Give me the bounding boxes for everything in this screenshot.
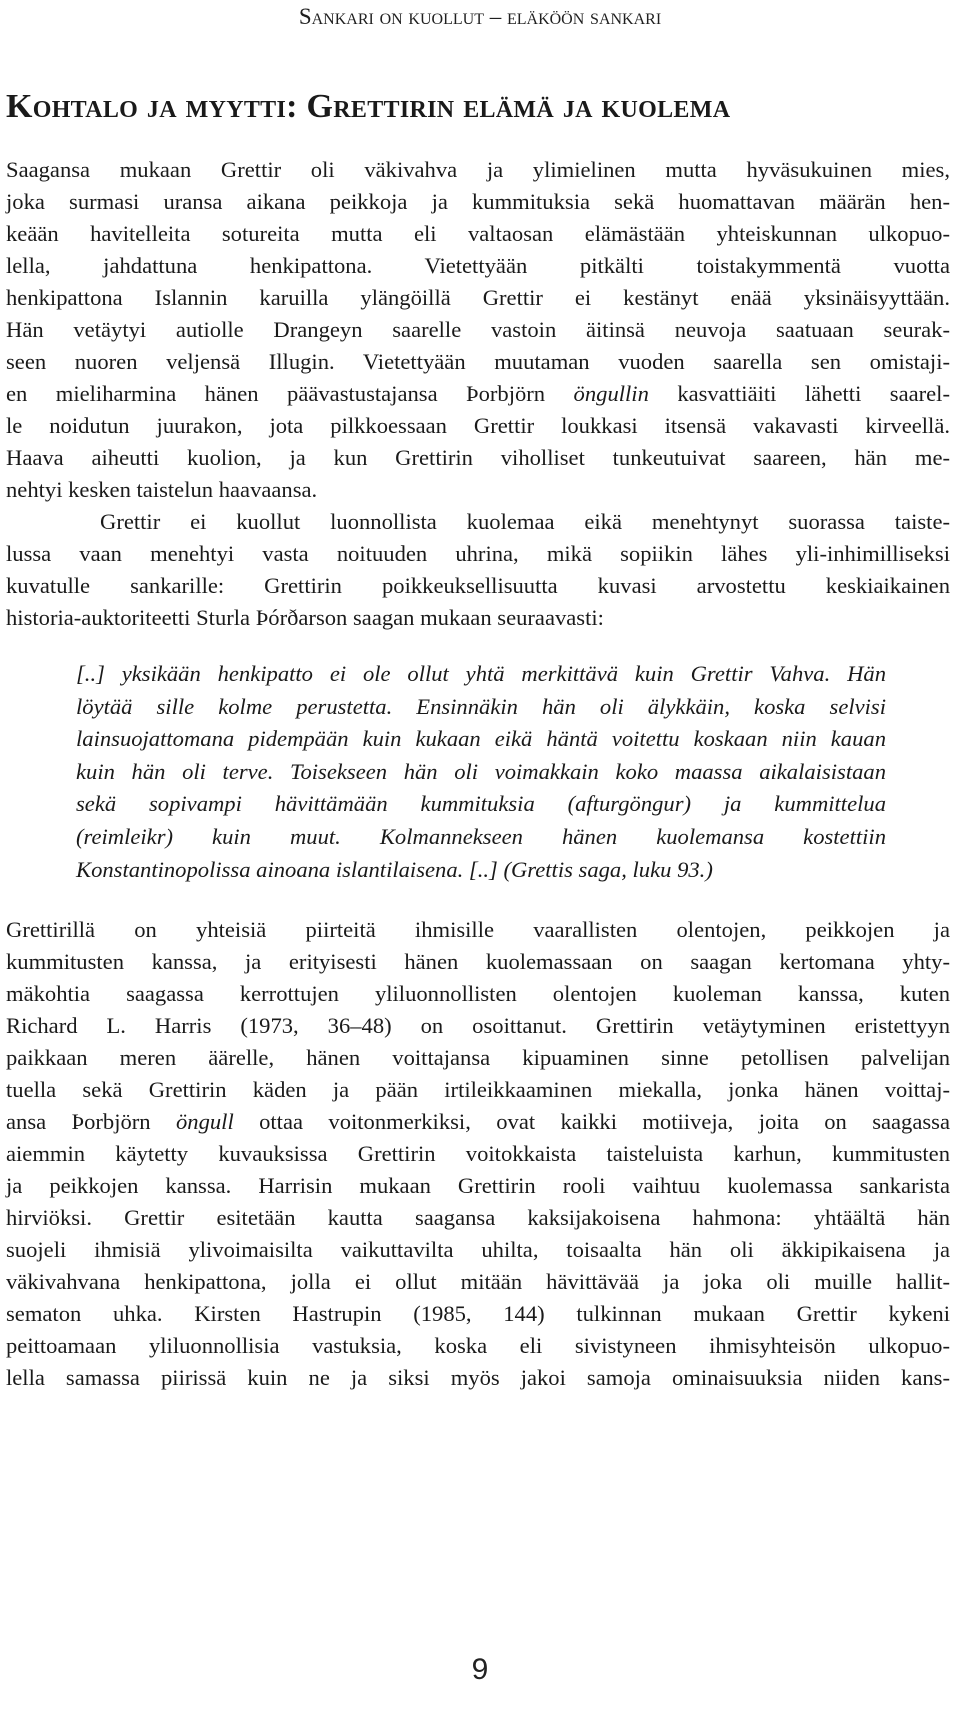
text-line: keään havitelleita sotureita mutta eli valtaosan elämästään yhteiskunnan ulkopuo- — [6, 221, 950, 246]
text-line: kuvatulle sankarille: Grettirin poikkeuksellisuutta kuvasi arvostettu keskiaikainen — [6, 573, 950, 598]
paragraph-2 — [6, 506, 950, 634]
text-line: Haava aiheutti kuolion, ja kun Grettirin viholliset tunkeutuivat saareen, hän me- — [6, 445, 950, 470]
text-line: Saagansa mukaan Grettir oli väkivahva ja ylimielinen mutta hyväsukuinen mies, — [6, 157, 950, 182]
text-line: peittoamaan yliluonnollisia vastuksia, koska eli sivistyneen ihmisyhteisön ulkopuo- — [6, 1333, 950, 1358]
text-line: tuella sekä Grettirin käden ja pään irtileikkaaminen miekalla, jonka hänen voittaj- — [6, 1077, 950, 1102]
quote-line: lainsuojattomana pidempään kuin kukaan eikä häntä voitettu koskaan niin kauan — [76, 726, 886, 752]
block-quote — [76, 658, 886, 886]
text-line: henkipattona Islannin karuilla ylängöillä Grettir ei kestänyt enää yksinäisyyttään. — [6, 285, 950, 310]
text-line: sematon uhka. Kirsten Hastrupin (1985, 144) tulkinnan mukaan Grettir kykeni — [6, 1301, 950, 1326]
text-line: lella samassa piirissä kuin ne ja siksi myös jakoi samoja ominaisuuksia niiden kans- — [6, 1365, 950, 1390]
italic-term: öngullin — [573, 381, 649, 406]
quote-line: kuin hän oli terve. Toisekseen hän oli voimakkain koko maassa aikalaisistaan — [76, 758, 886, 784]
running-header: Sankari on kuollut – eläköön sankari — [298, 4, 662, 29]
text-line — [6, 378, 950, 410]
text-line: le noidutun juurakon, jota pilkkoessaan Grettir loukkasi itsensä vakavasti kirveellä. — [6, 413, 950, 438]
paragraph-3 — [6, 914, 950, 1394]
quote-line: löytää sille kolme perustetta. Ensinnäkin hän oli älykkäin, koska selvisi — [76, 693, 886, 719]
text-line: lella, jahdattuna henkipattona. Vietettyään pitkälti toistakymmentä vuotta — [6, 253, 950, 278]
page-number: 9 — [471, 1653, 489, 1686]
chapter-title: Kohtalo ja myytti: Grettirin elämä ja kuolema — [6, 88, 731, 125]
text-line: lussa vaan menehtyi vasta noituuden uhrina, mikä sopiikin lähes yli-inhimilliseksi — [6, 541, 950, 566]
quote-line: sekä sopivampi hävittämään kummituksia (afturgöngur) ja kummittelua — [76, 791, 886, 817]
text-line: Grettirillä on yhteisiä piirteitä ihmisille vaarallisten olentojen, peikkojen ja — [6, 917, 950, 942]
quote-line: [..] yksikään henkipatto ei ole ollut yhtä merkittävä kuin Grettir Vahva. Hän — [76, 661, 886, 686]
text-line: suojeli ihmisiä ylivoimaisilta vaikuttavilta uhilta, toisaalta hän oli äkkipikaisena ja — [6, 1237, 950, 1262]
text-line: kummitusten kanssa, ja erityisesti hänen kuolemassaan on saagan kertomana yhty- — [6, 949, 950, 974]
text-line: paikkaan meren äärelle, hänen voittajansa kipuaminen sinne petollisen palvelijan — [6, 1045, 950, 1070]
text-line: Grettir ei kuollut luonnollista kuolemaa eikä menehtynyt suorassa taiste- — [100, 509, 950, 534]
text-line: mäkohtia saagassa kerrottujen yliluonnollisten olentojen kuoleman kanssa, kuten — [6, 981, 950, 1006]
text-line: hirviöksi. Grettir esitetään kautta saagansa kaksijakoisena hahmona: yhtäältä hän — [6, 1205, 950, 1230]
text-line: väkivahvana henkipattona, jolla ei ollut mitään hävittävää ja joka oli muille hallit- — [6, 1269, 950, 1294]
text-line — [6, 1106, 950, 1138]
quote-line: (reimleikr) kuin muut. Kolmannekseen hänen kuolemansa kostettiin — [76, 823, 886, 849]
text-run: ottaa voitonmerkiksi, ovat kaikki motiiveja, joita on saagassa — [259, 1109, 950, 1134]
text-line: aiemmin käytetty kuvauksissa Grettirin voitokkaista taisteluista karhun, kummitusten — [6, 1141, 950, 1166]
text-run: en mieliharmina hänen päävastustajansa Þorbjörn — [6, 381, 546, 406]
quote-line: Konstantinopolissa ainoana islantilaisena. [..] (Grettis saga, luku 93.) — [76, 856, 713, 882]
text-line: nehtyi kesken taistelun haavaansa. — [6, 477, 318, 502]
text-line: Richard L. Harris (1973, 36–48) on osoittanut. Grettirin vetäytyminen eristettyyn — [6, 1013, 950, 1038]
text-run: ansa Þorbjörn — [6, 1109, 151, 1134]
text-line: Hän vetäytyi autiolle Drangeyn saarelle vastoin äitinsä neuvoja saatuaan seurak- — [6, 317, 950, 342]
text-line: ja peikkojen kanssa. Harrisin mukaan Grettirin rooli vaihtuu kuolemassa sankarista — [6, 1173, 950, 1198]
text-line: seen nuoren veljensä Illugin. Vietettyään muutaman vuoden saarella sen omistaji- — [6, 349, 950, 374]
italic-term: öngull — [175, 1109, 234, 1134]
text-run: kasvattiäiti lähetti saarel- — [677, 381, 950, 406]
text-line: joka surmasi uransa aikana peikkoja ja kummituksia sekä huomattavan määrän hen- — [6, 189, 950, 214]
text-line: historia-auktoriteetti Sturla Þórðarson saagan mukaan seuraavasti: — [6, 605, 604, 630]
paragraph-1 — [6, 154, 950, 506]
